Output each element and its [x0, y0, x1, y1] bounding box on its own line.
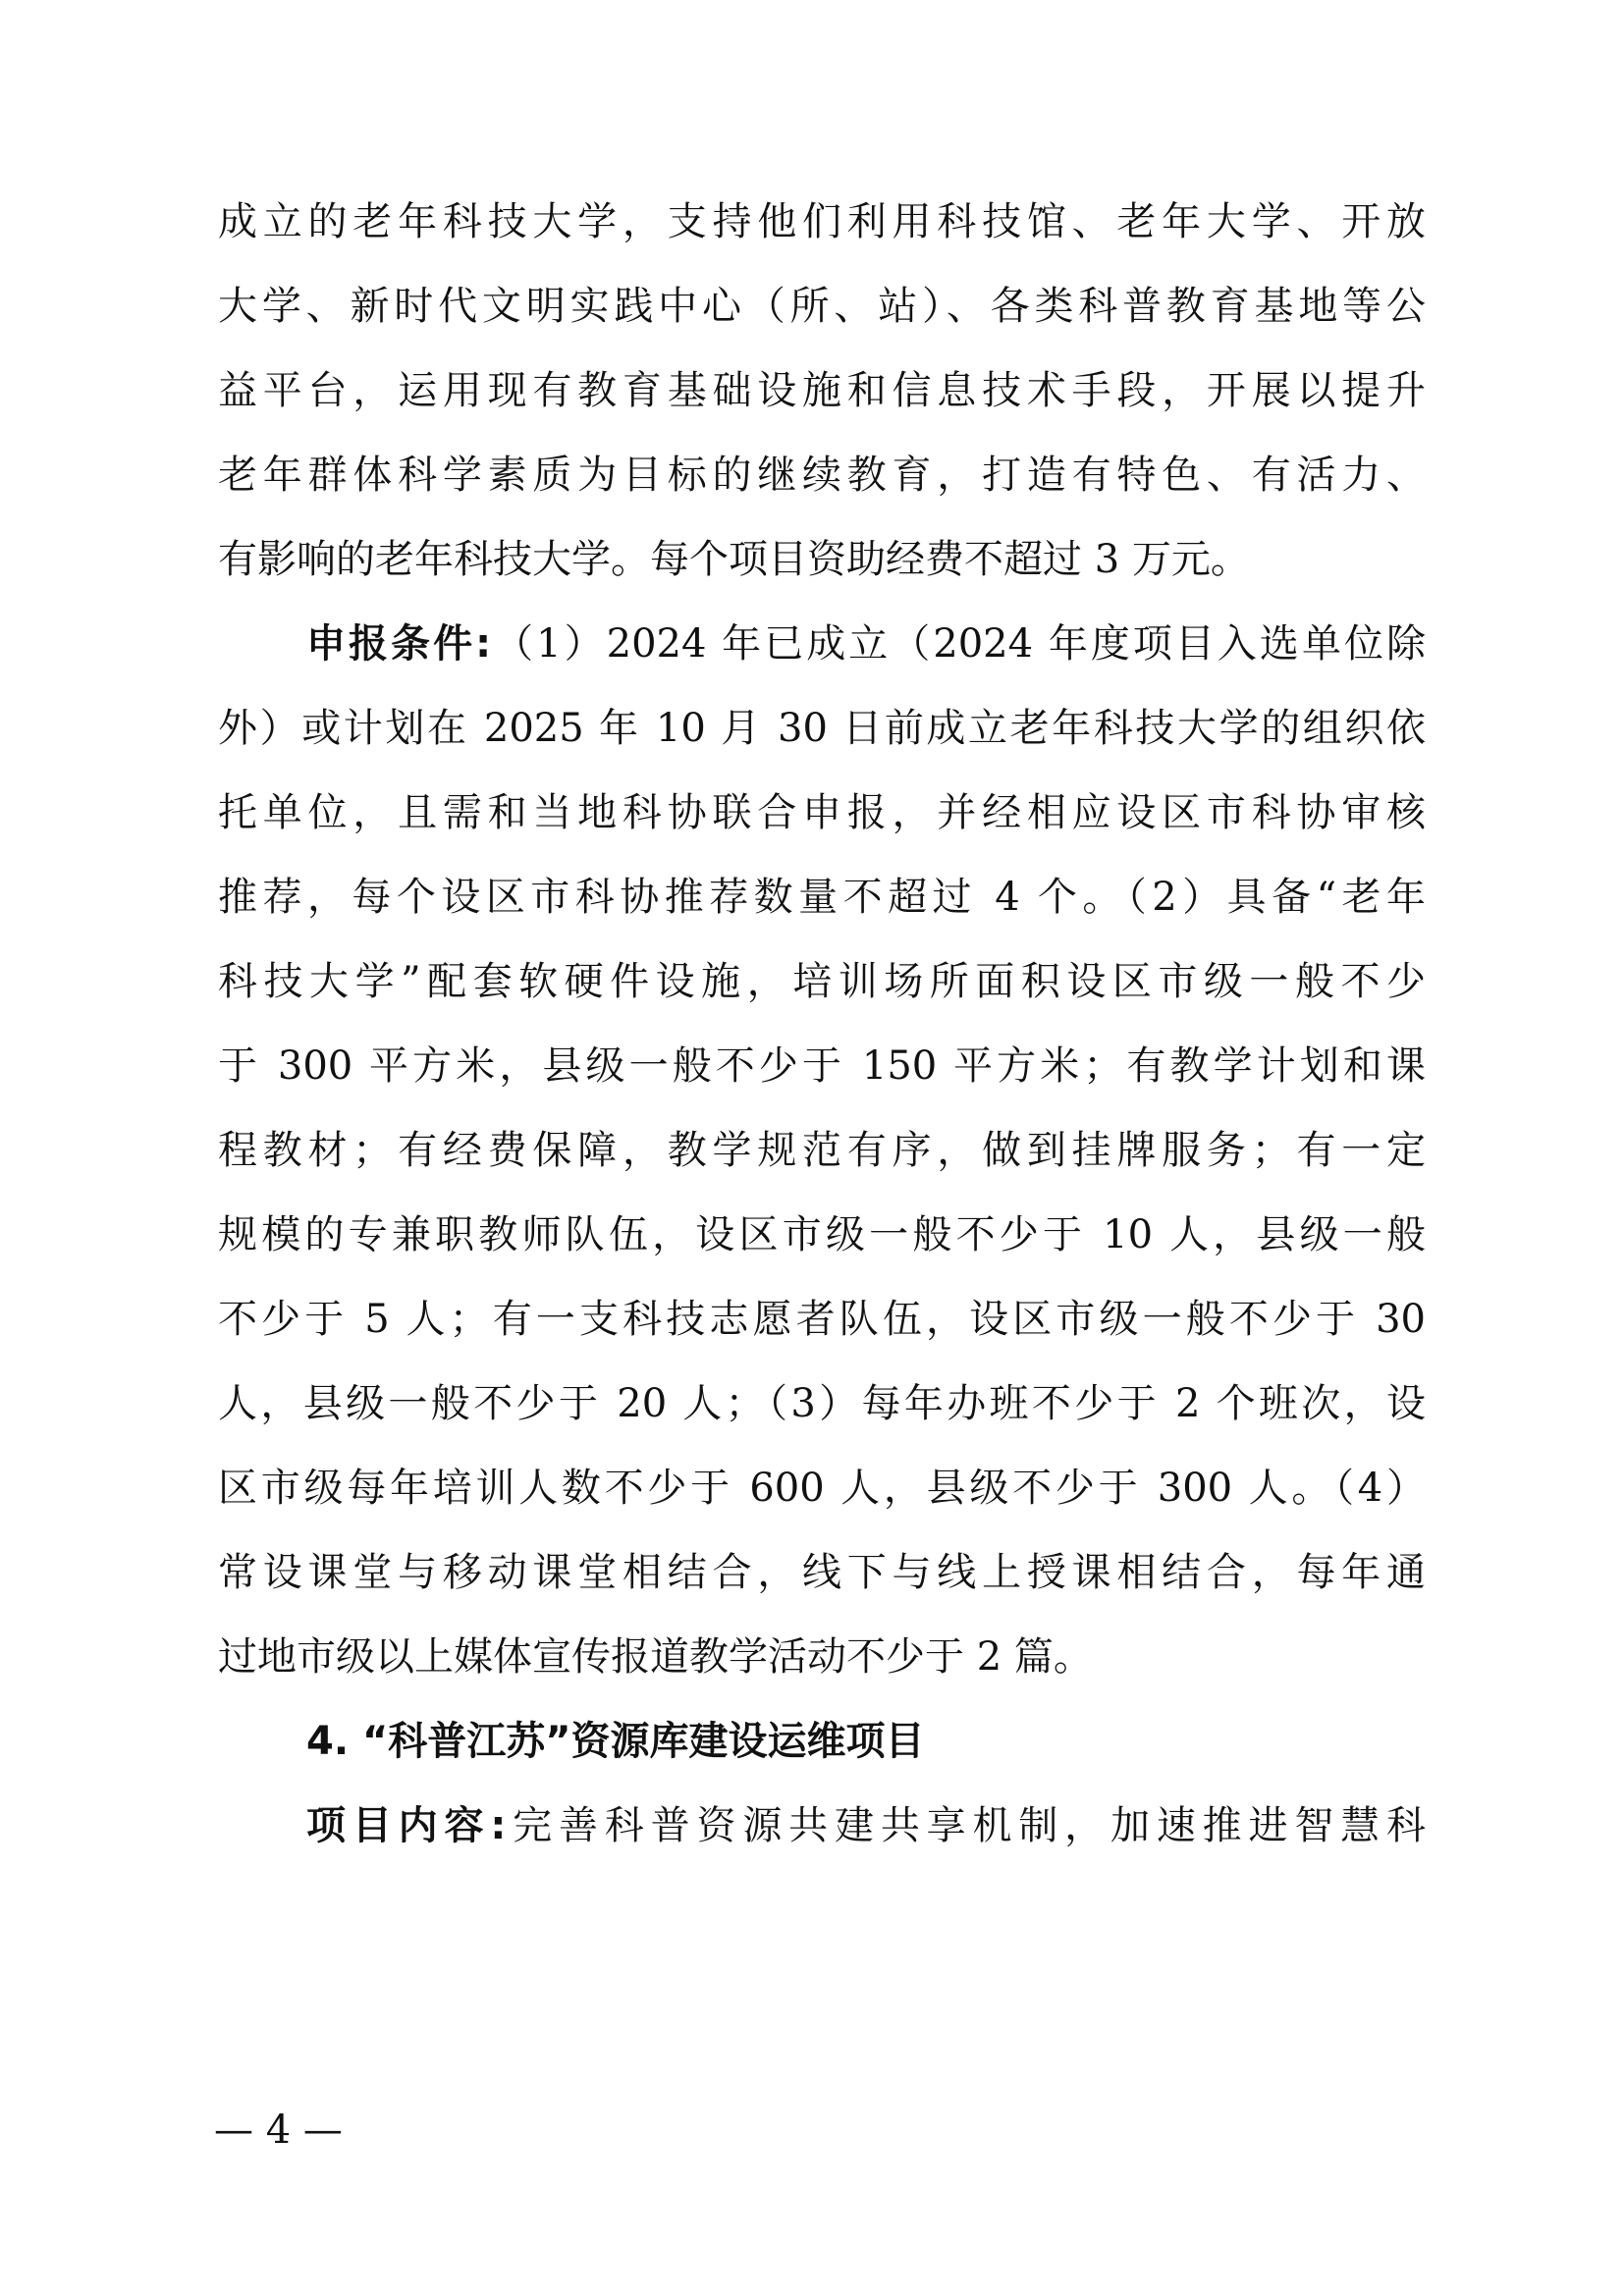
paragraph-line: 不少于 5 人；有一支科技志愿者队伍，设区市级一般不少于 30	[218, 1297, 1426, 1342]
paragraph-line: 程教材；有经费保障，教学规范有序，做到挂牌服务；有一定	[218, 1128, 1426, 1173]
section-heading: 4. “科普江苏”资源库建设运维项目	[306, 1719, 925, 1764]
paragraph-line: 人，县级一般不少于 20 人；（3）每年办班不少于 2 个班次，设	[218, 1381, 1426, 1426]
paragraph-first-line	[306, 614, 1426, 673]
paragraph-line: 大学、新时代文明实践中心（所、站）、各类科普教育基地等公	[218, 284, 1426, 329]
paragraph-text: （1）2024 年已成立（2024 年度项目入选单位除	[491, 621, 1426, 667]
paragraph-text: 完善科普资源共建共享机制，加速推进智慧科	[506, 1803, 1427, 1848]
paragraph-line: 有影响的老年科技大学。每个项目资助经费不超过 3 万元。	[218, 537, 1250, 582]
section-label: 申报条件:	[306, 621, 492, 667]
paragraph-line: 常设课堂与移动课堂相结合，线下与线上授课相结合，每年通	[218, 1550, 1426, 1595]
paragraph-line: 规模的专兼职教师队伍，设区市级一般不少于 10 人，县级一般	[218, 1212, 1426, 1257]
section-label: 项目内容:	[306, 1803, 507, 1848]
paragraph-line: 托单位，且需和当地科协联合申报，并经相应设区市科协审核	[218, 790, 1426, 835]
paragraph-line: 益平台，运用现有教育基础设施和信息技术手段，开展以提升	[218, 368, 1426, 413]
paragraph-line: 成立的老年科技大学，支持他们利用科技馆、老年大学、开放	[218, 199, 1426, 244]
paragraph-line: 推荐，每个设区市科协推荐数量不超过 4 个。（2）具备“老年	[218, 875, 1426, 920]
page-number: — 4 —	[214, 2108, 343, 2153]
paragraph-line: 区市级每年培训人数不少于 600 人，县级不少于 300 人。（4）	[218, 1466, 1426, 1511]
paragraph-line: 老年群体科学素质为目标的继续教育，打造有特色、有活力、	[218, 453, 1426, 498]
paragraph-line: 外）或计划在 2025 年 10 月 30 日前成立老年科技大学的组织依	[218, 706, 1426, 751]
paragraph-line: 过地市级以上媒体宣传报道教学活动不少于 2 篇。	[218, 1634, 1093, 1680]
paragraph-first-line	[306, 1796, 1426, 1855]
paragraph-line: 于 300 平方米，县级一般不少于 150 平方米；有教学计划和课	[218, 1043, 1426, 1089]
paragraph-line: 科技大学”配套软硬件设施，培训场所面积设区市级一般不少	[218, 959, 1426, 1004]
